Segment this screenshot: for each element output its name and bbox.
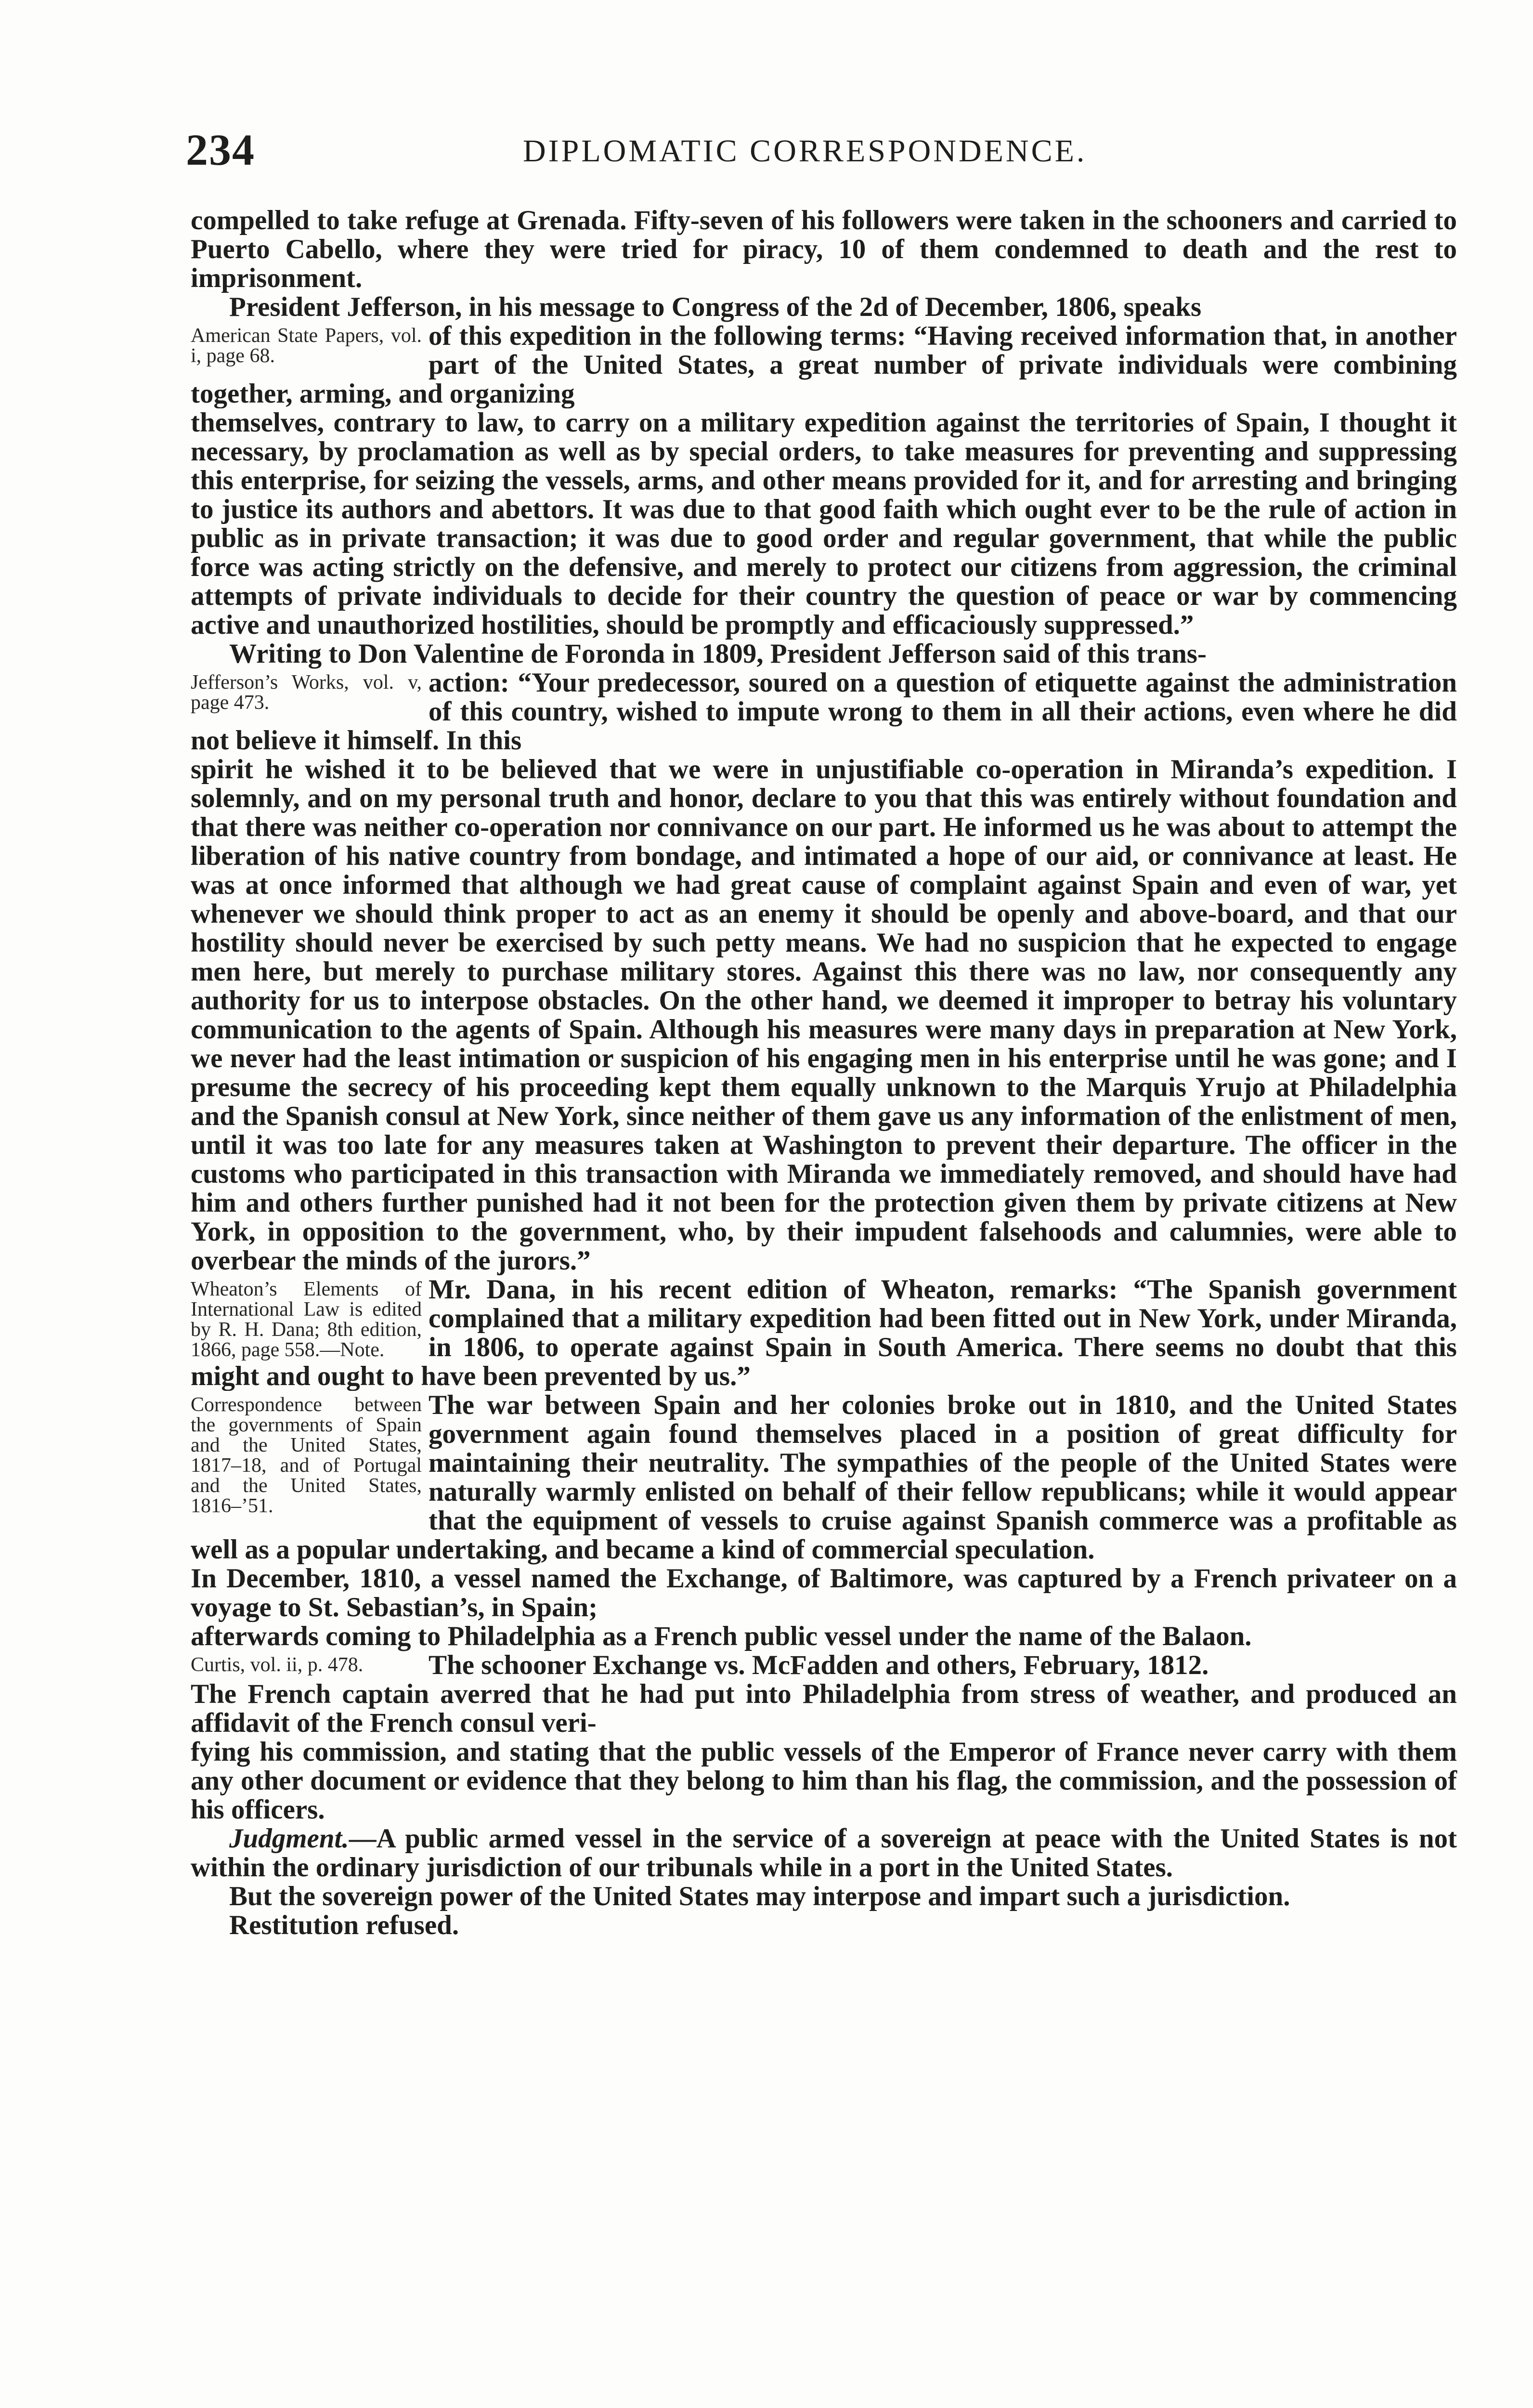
paragraph-2-lead: President Jefferson, in his message to Congress of the 2d of December, 1806, speaks [229,292,1202,322]
paragraph-3-side-text: action: “Your predecessor, soured on a question of etiquette against the administration of this country, wished to impute wrong to them in all their actions, even where he did not believe it himself. In this [191,668,1457,755]
paragraph-4-block [191,1275,1457,1391]
paragraph-2-side-text: of this expedition in the following terms: “Having received information that, in another part of the United States, a great number of private individuals were combining together, arming, and organizing [191,322,1457,408]
page-header [186,124,1457,177]
paragraph-6-rest: afterwards coming to Philadelphia as a French public vessel under the name of the Balaon. [191,1621,1252,1651]
judgment-text: —A public armed vessel in the service of a sovereign at peace with the United States is not within the ordinary jurisdiction of our tribunals while in a port in the United States. [191,1823,1457,1883]
page-number: 234 [186,125,255,174]
paragraph-11: Restitution refused. [229,1910,459,1940]
paragraph-2-rest: themselves, contrary to law, to carry on a military expedition against the territories of Spain, I thought it necessary, by proclamation as well as by special orders, to take measures for preventing and suppressing this enterprise, for seizing the vessels, arms, and other means provided for it, and for arresting and bringing to justice its authors and abettors. It was due to that good faith which ought ever to be the rule of action in public as in private transaction; it was due to good order and regular government, that while the public force was acting strictly on the defensive, and merely to protect our citizens from aggression, the criminal attempts of private individuals to decide for their country the question of peace or war by commencing active and unauthorized hostilities, should be promptly and efficaciously suppressed.” [191,407,1457,640]
paragraph-5-block [191,1391,1457,1622]
judgment-label: Judgment. [229,1823,349,1854]
paragraph-8-text: The French captain averred that he had put into Philadelphia from stress of weather, and produced an affidavit of the French consul veri- [191,1679,1457,1738]
paragraph-2-block [191,322,1457,408]
body-text [191,206,1457,1940]
paragraph-7-block [191,1651,1457,1738]
paragraph-3-block [191,668,1457,755]
paragraph-8-rest: fying his commission, and stating that the public vessels of the Emperor of France never carry with them any other document or evidence that they belong to him than his flag, the commission, and the possession of his officers. [191,1737,1457,1825]
side-note-wheaton: Wheaton’s Elements of International Law is edited by R. H. Dana; 8th edition, 1866, page 558.—Note. [191,1278,422,1361]
side-note-jeffersons-works: Jefferson’s Works, vol. v, page 473. [191,671,422,714]
side-note-curtis: Curtis, vol. ii, p. 478. [191,1654,364,1676]
paragraph-1: compelled to take refuge at Grenada. Fifty-seven of his followers were taken in the schooners and carried to Puerto Cabello, where they were tried for piracy, 10 of them condemned to death and the rest to imprisonment. [191,205,1457,293]
paragraph-6-text: In December, 1810, a vessel named the Exchange, of Baltimore, was captured by a French privateer on a voyage to St. Sebastian’s, in Spain; [191,1563,1457,1622]
side-note-correspondence: Correspondence between the governments of Spain and the United States, 1817–18, and of Portugal and the United States, 1816–’51. [191,1394,422,1517]
paragraph-10: But the sovereign power of the United States may interpose and impart such a jurisdiction. [229,1881,1290,1911]
paragraph-3-lead: Writing to Don Valentine de Foronda in 1809, President Jefferson said of this trans- [229,639,1207,669]
case-title: The schooner Exchange vs. McFadden and others, February, 1812. [429,1651,1209,1680]
running-head: DIPLOMATIC CORRESPONDENCE. [523,133,1087,169]
side-note-american-state-papers: American State Papers, vol. i, page 68. [191,325,422,367]
paragraph-judgment [191,1824,1457,1882]
paragraph-3-rest: spirit he wished it to be believed that we were in unjustifiable co-operation in Miranda’s expedition. I solemnly, and on my personal truth and honor, declare to you that this was entirely without foundation and that there was neither co-operation nor connivance on our part. He informed us he was about to attempt the liberation of his native country from bondage, and intimated a hope of our aid, or connivance at least. He was at once informed that although we had great cause of complaint against Spain and even of war, yet whenever we should think proper to act as an enemy it should be openly and above-board, and that our hostility should never be exercised by such petty means. We had no suspicion that he expected to engage men here, but merely to purchase military stores. Against this there was no law, nor consequently any authority for us to interpose obstacles. On the other hand, we deemed it improper to betray his voluntary communication to the agents of Spain. Although his measures were many days in preparation at New York, we never had the least intimation or suspicion of his engaging men in his enterprise until he was gone; and I presume the secrecy of his proceeding kept them equally unknown to the Marquis Yrujo at Philadelphia and the Spanish consul at New York, since neither of them gave us any information of the enlistment of men, until it was too late for any measures taken at Washington to prevent their departure. The officer in the customs who participated in this transaction with Miranda we immediately removed, and should have had him and others further punished had it not been for the protection given them by private citizens at New York, in opposition to the government, who, by their impudent falsehoods and calumnies, were able to overbear the minds of the jurors.” [191,754,1457,1276]
paragraph-5-text: The war between Spain and her colonies broke out in 1810, and the United States government again found themselves placed in a position of great difficulty for maintaining their neutrality. The sympathies of the people of the United States were naturally warmly enlisted on behalf of their fellow republicans; while it would appear that the equipment of vessels to cruise against Spanish commerce was a profitable as well as a popular undertaking, and became a kind of commercial speculation. [191,1391,1457,1565]
paragraph-4-text: Mr. Dana, in his recent edition of Wheaton, remarks: “The Spanish government complained that a military expedition had been fitted out in New York, under Miranda, in 1806, to operate against Spain in South America. There seems no doubt that this might and ought to have been prevented by us.” [191,1275,1457,1391]
